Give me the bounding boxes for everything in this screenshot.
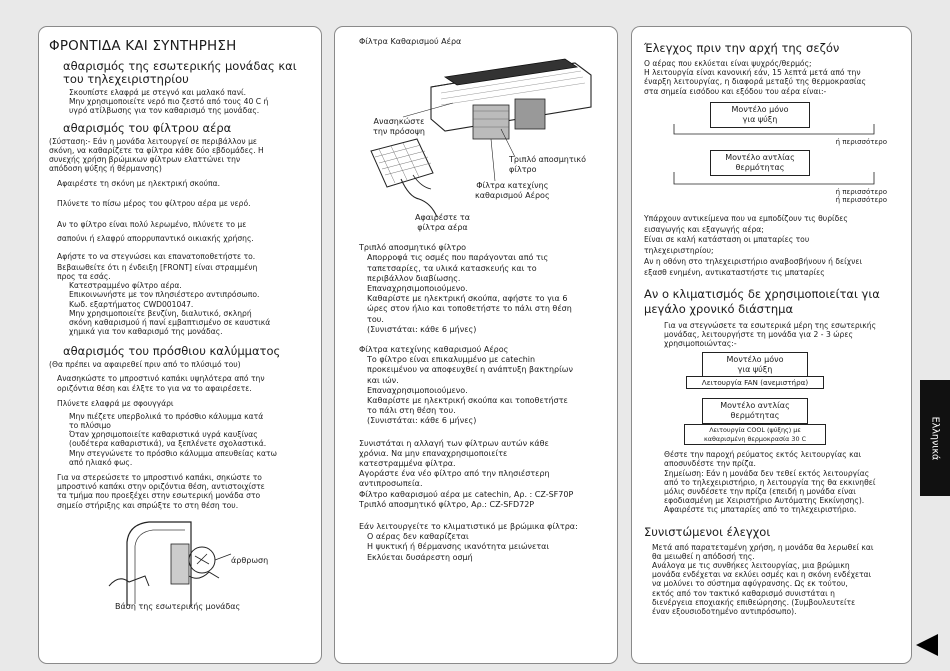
triple-filter-label: Τριπλό αποσμητικό φίλτρο <box>509 155 587 174</box>
catechin-filter-label: Φίλτρα κατεχίνης καθαρισμού Αέρος <box>475 181 550 200</box>
drying-cooling-only-box: Μοντέλο μόνο για ψύξη <box>702 352 808 378</box>
language-tab-label: Ελληνικά <box>929 416 941 460</box>
lift-front-panel-label: Ανασηκώστε την πρόσοψη <box>373 117 425 136</box>
heating-note: ή περισσότερο ή περισσότερο <box>835 187 887 205</box>
cooling-only-model-box: Μοντέλο μόνο για ψύξη <box>710 102 810 128</box>
care-maintenance-panel <box>38 26 322 664</box>
recommended-checks-title: Συνιστώμενοι έλεγχοι <box>644 524 771 539</box>
triple-filter-title: Τριπλό αποσμητικό φίλτρο <box>359 243 467 253</box>
front-panel-illustration <box>49 516 311 614</box>
dirty-filter-title: Εάν λειτουργείτε το κλιματιστικό με βρώμικα φίλτρα: <box>359 522 578 532</box>
filter-removal-illustration <box>345 47 607 233</box>
previous-page-arrow-icon[interactable] <box>916 634 938 656</box>
unit-hinge-drawing-icon <box>49 516 313 614</box>
filters-figure-title: Φίλτρα Καθαρισμού Αέρα <box>359 37 462 46</box>
indoor-cleaning-text: Σκουπίστε ελαφρά με στεγνό και μαλακό πανί. Μην χρησιμοποιείτε νερό πιο ζεστό από τους 40 C ή υγρό ατίλβωσης για τον καθαρισμό της μονάδας. <box>69 88 269 116</box>
power-off-instructions: Θέστε την παροχή ρεύματος εκτός λειτουργίας και αποσυνδέστε την πρίζα. Σημείωση: Εάν η μονάδα δεν τεθεί εκτός λειτουργίας από το τηλεχειριστήριο, η λειτουργία της θα εκκινηθεί μόλις συνδέσετε την πρίζα (επειδή η μονάδα είναι εφοδιασμένη με Χειριστήριο Αυτόματης Εκκίνησης). Αφαιρέστε τις μπαταρίες από το τηλεχειριστήριο. <box>664 450 876 515</box>
page-title: ΦΡΟΝΤΙΔΑ ΚΑΙ ΣΥΝΤΗΡΗΣΗ <box>49 38 237 54</box>
filter-step-soap: Αν το φίλτρο είναι πολύ λερωμένο, πλύνετε το με σαπούνι ή ελαφρύ απορρυπαντικό οικιακής χρήσης. <box>57 219 254 243</box>
section-title-front-panel: αθαρισμός του πρόσθιου καλύμματος <box>63 344 281 359</box>
air-filters-panel <box>334 26 618 664</box>
filter-step-wash: Πλύνετε το πίσω μέρος του φίλτρου αέρα με νερό. <box>57 198 251 208</box>
language-tab[interactable] <box>920 380 950 496</box>
dirty-filter-effects: Ο αέρας δεν καθαρίζεται Η ψυκτική ή θέρμανσης ικανότητα μειώνεται Εκλύεται δυσάρεστη οσμή <box>367 532 550 562</box>
drying-heat-pump-box: Μοντέλο αντλίας θερμότητας <box>702 398 808 424</box>
filter-removal-drawing-icon <box>345 47 615 233</box>
drying-mode-diagram <box>644 352 901 450</box>
front-panel-remove: Ανασηκώστε το μπροστινό καπάκι υψηλότερα από την οριζόντια θέση και έλξτε το για να το αφαιρέσετε. <box>57 373 265 394</box>
catechin-filter-text: Το φίλτρο είναι επικαλυμμένο με catechin προκειμένου να αποφευχθεί η ανάπτυξη βακτηρίων και ιών. Επαναχρησιμοποιούμενο. Καθαρίστε με ηλεκτρική σκούπα και τοποθετήστε το πάλι στη θέση του. (Συνιστάται: κάθε 6 μήνες) <box>367 355 573 426</box>
filter-step-vacuum: Αφαιρέστε τη σκόνη με ηλεκτρική σκούπα. <box>57 179 221 189</box>
front-panel-wash: Πλύνετε ελαφρά με σφουγγάρι <box>57 398 174 408</box>
cool-mode-note: Λειτουργία COOL (ψύξης) με καθαρισμένη θερμοκρασία 30 C <box>684 424 826 445</box>
long-unused-title: Αν ο κλιματισμός δε χρησιμοποιείται για μεγάλο χρονικό διάστημα <box>644 286 880 316</box>
filter-replacement-text: Συνιστάται η αλλαγή των φίλτρων αυτών κάθε χρόνια. Να μην επαναχρησιμοποιείτε κατεστραμμένα φίλτρα. Αγοράστε ένα νέο φίλτρο από την πλησιέστερη αντιπροσωπεία. Φίλτρο καθαρισμού αέρα με catechin, Αρ. : CZ-SF70P Τριπλό αποσμητικό φίλτρο, Αρ.: CZ-SFD72P <box>359 438 574 509</box>
pre-season-check-text: Ο αέρας που εκλύεται είναι ψυχρός/θερμός; Η λειτουργία είναι κανονική εάν, 15 λεπτά μετά από την έναρξη λειτουργίας, η διαφορά μεταξύ της θερμοκρασίας στα σημεία εισόδου και εξόδου του αέρα είναι:- <box>644 59 866 96</box>
pre-season-check-title: Έλεγχος πριν την αρχή της σεζόν <box>644 41 840 55</box>
heat-pump-model-box: Μοντέλο αντλίας θερμότητας <box>710 150 810 176</box>
front-panel-subtitle: (Θα πρέπει να αφαιρεθεί πριν από το πλύσιμό του) <box>49 360 241 370</box>
hinge-label: άρθρωση <box>231 555 269 565</box>
temperature-difference-diagram <box>644 102 901 214</box>
triple-filter-text: Απορροφά τις οσμές που παράγονται από τις ταπετσαρίες, τα υλικά κατασκευής και το περιβάλλον διαβίωσης. Επαναχρησιμοποιούμενο. Καθαρίστε με ηλεκτρική σκούπα, αφήστε το για 6 ώρες στον ήλιο και τοποθετήστε το πάλι στη θέση του. (Συνιστάται: κάθε 6 μήνες) <box>367 253 572 334</box>
catechin-filter-title: Φίλτρα κατεχίνης καθαρισμού Αέρος <box>359 345 509 355</box>
fan-mode-note: Λειτουργία FAN (ανεμιστήρα) <box>686 376 824 389</box>
cooling-note: ή περισσότερο <box>835 137 887 146</box>
front-panel-cautions: Μην πιέζετε υπερβολικά το πρόσθιο κάλυμμα κατά το πλύσιμο Όταν χρησιμοποιείτε καθαριστικά υγρά καυξίνας (ουδέτερα καθαριστικά), να ξεπλένετε σχολαστικά. Μην στεγνώνετε το πρόσθιο κάλυμμα απευθείας κατω από ηλιακό φως. <box>69 411 277 467</box>
checks-panel <box>631 26 912 664</box>
air-filter-intro: (Σύσταση:- Εάν η μονάδα λειτουργεί σε περιβάλλον με σκόνη, να καθαρίζετε τα φίλτρα κάθε δύο εβδομάδες. Η συνεχής χρήση βρώμικων φίλτρων ελαττώνει την απόδοση ψύξης ή θέρμανσης) <box>49 136 264 174</box>
damaged-filter-note: Κατεστραμμένο φίλτρο αέρα. Επικοινωνήστε με τον πλησιέστερο αντιπρόσωπο. Κωδ. εξαρτήματος CWD001047. Μην χρησιμοποιείτε βενζίνη, διαλυτικό, σκληρή σκόνη καθαρισμού ή πανί εμβαπτισμένο σε καυστικά χημικά για τον καθαρισμό της μονάδας. <box>69 281 271 337</box>
filter-step-dry: Αφήστε το να στεγνώσει και επανατοποθετήστε το. Βεβαιωθείτε ότι η ένδειξη [FRONT] είναι στραμμένη προς τα εσάς. <box>57 251 258 282</box>
section-title-indoor-remote: αθαρισμός της εσωτερικής μονάδας και του τηλεχειριστηρίου <box>63 59 297 86</box>
front-panel-refit: Για να στερεώσετε το μπροστινό καπάκι, σηκώστε το μπροστινό καπάκι στην οριζόντια θέση, αντιστοιχίστε τα τμήμα που προεξέχει στην εσωτερική μονάδα στο σημείο στήριξης και σπρώξτε το στη θέση του. <box>57 473 265 510</box>
section-title-air-filter: αθαρισμός του φίλτρου αέρα <box>63 120 232 135</box>
remove-filters-label: Αφαιρέστε τα φίλτρα αέρα <box>415 213 470 232</box>
indoor-unit-base-label: Βάση της εσωτερικής μονάδας <box>115 601 241 611</box>
long-unused-text: Για να στεγνώσετε τα εσωτερικά μέρη της εσωτερικής μονάδας, λειτουργήστε τη μονάδα για 2 - 3 ώρες χρησιμοποιώντας:- <box>664 320 877 348</box>
pre-season-questions: Υπάρχουν αντικείμενα που να εμποδίζουν τις θυρίδες εισαγωγής και εξαγωγής αέρα; Είναι σε καλή κατάσταση οι μπαταρίες του τηλεχειριστηρίου; Αν η οθόνη στο τηλεχειριστήριο αναβοσβήνουν ή δείχνει εξασθ ενημένη, αντικαταστήστε τις μπαταρίες <box>644 213 863 277</box>
recommended-checks-text: Μετά από παρατεταμένη χρήση, η μονάδα θα λερωθεί και θα μειωθεί η απόδοσή της. Ανάλογα με τις συνθήκες λειτουργίας, μια βρώμικη μονάδα ενδέχεται να εκλύει οσμές και η σκόνη ενδέχεται να μολύνει το σύστημα αφύγρανσης. Ως εκ τούτου, εκτός από τον τακτικό καθαρισμό συνιστάται η διενέργεια εποχιακής επιθεώρησης. (Συμβουλευτείτε έναν εξουσιοδοτημένο αντιπρόσωπο). <box>652 542 874 617</box>
